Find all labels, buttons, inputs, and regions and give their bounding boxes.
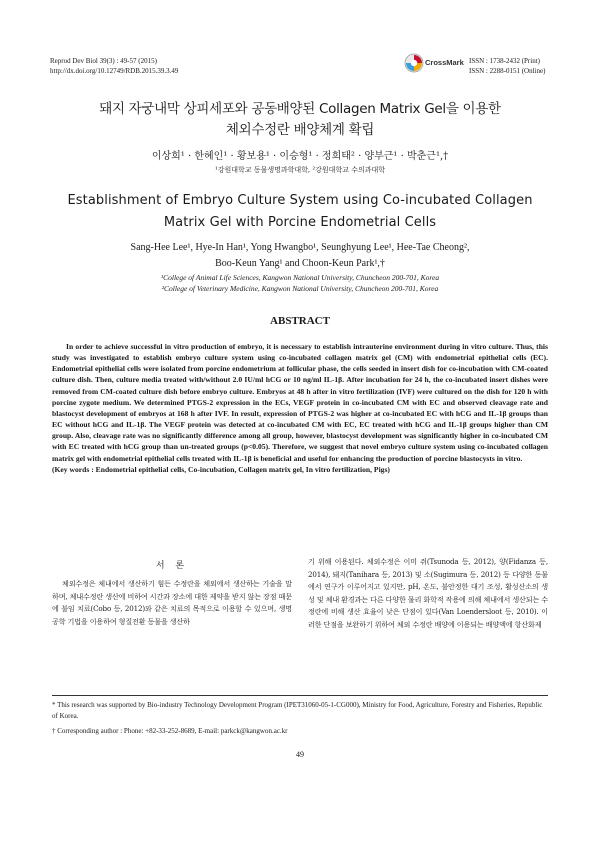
issn-block: [469, 56, 545, 76]
keywords: (Key words : Endometrial epithelial cells, Co-incubation, Collagen matrix gel, In vitro fertilization, Pigs): [52, 464, 390, 474]
corresponding-author: † Corresponding author : Phone: +82-33-252-8689, E-mail: parkck@kangwon.ac.kr: [52, 727, 288, 735]
english-title: Establishment of Embryo Culture System using Co-incubated Collagen Matrix Gel with Porcine Endometrial Cells: [67, 193, 533, 230]
abstract-text: In order to achieve successful in vitro production of embryo, it is necessary to establish intrauterine environment during in vitro culture. Thus, this study was investigated to establish embryo culture system using co-incubated collagen matrix gel (CM) with endometrial epithelial cells (EC). Endometrial epithelial cells were isolated from porcine endometrium at follicular phase, the cells seeded in insert dish for co-incubation with CM-coated culture dish. Then, culture media treated with/without 2.0 IU/ml hCG or 10 ng/ml IL-1β. After incubation for 24 h, the co-incubated insert dishes were removed from CM-coated culture dish before embryo culture. Embryos at 48 h after in vitro fertilization (IVF) were cultured on the dish for 120 h with porcine zygote medium. We determined PTGS-2 expression in the ECs, VEGF protein in co-incubated CM with EC and observed cleavage rate and blastocyst development of embryos at 168 h after IVF. In result, expression of PTGS-2 was higher at co-incubated EC with hCG and IL-1β groups than EC without hCG and IL-1β. The VEGF protein was detected at co-incubated CM with EC, EC treated with hCG and IL-1β groups higher than CM group. Also, cleavage rate was no significantly difference among all group, however, blastocyst development was significantly higher in co-incubated CM with EC treated with hCG group than un-treated groups (p<0.05). Therefore, we suggest that novel embryo culture system using co-incubated collagen matrix gel with endometrial epithelial cells treated with IL-1β is beneficial and useful for enhancing the production of porcine blastocysts in vitro.: [52, 342, 548, 463]
page-number: 49: [296, 750, 304, 759]
introduction-heading: 서 론: [155, 561, 189, 571]
journal-header: [50, 56, 178, 76]
intro-continued: 기 위해 이용된다. 체외수정은 이미 쥐(Tsunoda 등, 2012), 양(Fidanza 등, 2014), 돼지(Tanihara 등, 2013) 및 소(Sugimura 등, 2012) 등 다양한 동물에서 연구가 이루어지고 있지만, pH, 온도, 불안정한 대기 조성, 활성산소의 생성 및 체내 환경과는 다른 다양한 물리 화학적 작용에 의해 체내에서 생산되는 수정란에 비해 생산 효율이 낮은 단점이 있다(Van Loendersloot 등, 2010). 이러한 단점을 보완하기 위하여 체외 수정란 배양에 이용되는 배양액에 항산화제: [308, 557, 548, 629]
intro-right-column: [308, 556, 548, 632]
korean-authors: 이상희¹ · 한혜인¹ · 황보용¹ · 이승형¹ · 정희태² · 양부근¹ · 박춘근¹,†: [151, 151, 449, 162]
english-affiliations: ¹College of Animal Life Sciences, Kangwon National University, Chuncheon 200-701, Korea ²College of Veterinary Medicine, Kangwon National University, Chuncheon 200-701, Korea: [160, 273, 440, 293]
journal-citation: Reprod Dev Biol 39(3) : 49-57 (2015): [50, 57, 157, 65]
footnote-divider: [52, 695, 548, 696]
intro-left-column: [52, 578, 292, 628]
korean-affiliation: ¹강원대학교 동물생명과학대학, ²강원대학교 수의과대학: [214, 166, 386, 174]
crossmark-label: CrossMark: [425, 58, 464, 67]
crossmark-badge[interactable]: [404, 52, 464, 74]
intro-paragraph: 체외수정은 체내에서 생산하기 힘든 수정란을 체외에서 생산하는 기술을 말하며, 체내수정란 생산에 비하여 시간과 장소에 대한 제약을 받지 않는 장점 때문에 불임 치료(Cobo 등, 2012)와 같은 치료의 목적으로 이용할 수 있으며, 생명공학 기법을 이용하여 형질전환 동물을 생산하: [52, 579, 292, 626]
issn-print: ISSN : 1738-2432 (Print): [469, 57, 540, 65]
english-authors: Sang-Hee Lee¹, Hye-In Han¹, Yong Hwangbo¹, Seunghyung Lee¹, Hee-Tae Cheong², Boo-Keun Yang¹ and Choon-Keun Park¹,†: [130, 242, 470, 269]
issn-online: ISSN : 2288-0151 (Online): [469, 67, 546, 75]
doi-link[interactable]: http://dx.doi.org/10.12749/RDB.2015.39.3.49: [50, 67, 179, 75]
abstract-heading: ABSTRACT: [270, 315, 330, 327]
funding-note: * This research was supported by Bio-industry Technology Development Program (IPET31060-05-1-CG000), Ministry for Food, Agriculture, Forestry and Fisheries, Republic of Korea.: [52, 701, 543, 720]
korean-title: 돼지 자궁내막 상피세포와 공동배양된 Collagen Matrix Gel을 이용한 체외수정란 배양체계 확립: [99, 101, 501, 138]
footnotes: [52, 700, 548, 741]
abstract-body: [52, 341, 548, 475]
